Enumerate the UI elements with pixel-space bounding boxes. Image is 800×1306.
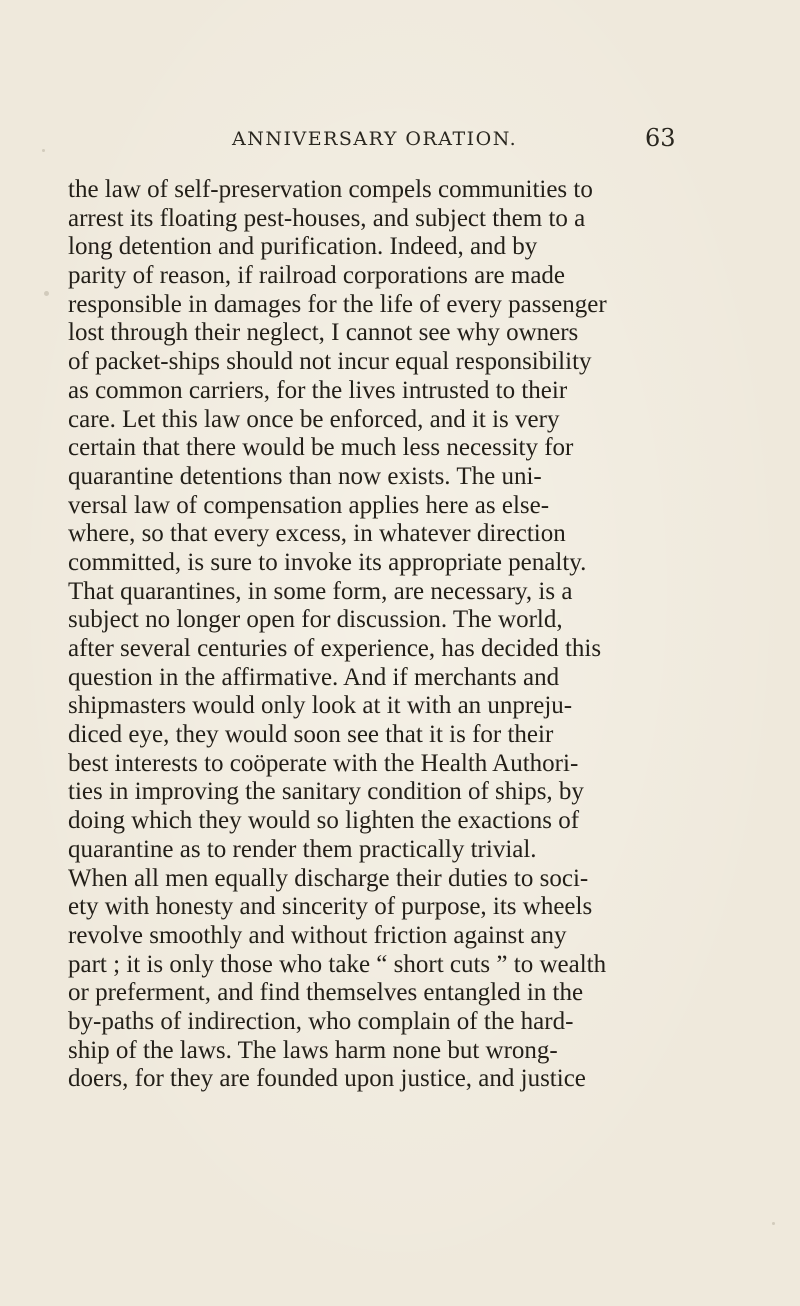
text-line: quarantine detentions than now exists. The uni- [68, 462, 542, 490]
text-line: where, so that every excess, in whatever direction [68, 520, 566, 548]
text-line: by-paths of indirection, who complain of the hard- [68, 1007, 574, 1035]
text-line: responsible in damages for the life of every passenger [68, 290, 607, 318]
text-line: subject no longer open for discussion. The world, [68, 606, 563, 634]
text-line: best interests to coöperate with the Health Authori- [68, 749, 579, 777]
paper-speck [772, 1222, 775, 1225]
text-line: doing which they would so lighten the exactions of [68, 807, 580, 835]
text-line: care. Let this law once be enforced, and it is very [68, 405, 560, 433]
text-line: When all men equally discharge their duties to soci- [68, 864, 589, 892]
paper-speck [42, 149, 45, 152]
text-line: or preferment, and find themselves entangled in the [68, 979, 584, 1007]
page-number: 63 [645, 124, 676, 152]
text-line: long detention and purification. Indeed, and by [68, 233, 538, 261]
text-line: arrest its floating pest-houses, and subject them to a [68, 204, 586, 232]
text-line: shipmasters would only look at it with an unpreju- [68, 692, 573, 720]
text-line: ety with honesty and sincerity of purpose, its wheels [68, 893, 593, 921]
text-line: part ; it is only those who take “ short cuts ” to wealth [68, 950, 607, 978]
text-line: quarantine as to render them practically trivial. [68, 835, 537, 863]
text-line: lost through their neglect, I cannot see why owners [68, 319, 579, 347]
text-line: after several centuries of experience, has decided this [68, 635, 602, 662]
body-text [68, 176, 686, 1094]
paper-speck [44, 291, 49, 296]
text-line: committed, is sure to invoke its appropriate penalty. [68, 548, 587, 576]
text-line: as common carriers, for the lives intrusted to their [68, 376, 568, 404]
text-line: doers, for they are founded upon justice, and justice [68, 1065, 586, 1093]
running-head: ANNIVERSARY ORATION. [232, 128, 518, 150]
text-line: diced eye, they would soon see that it is for their [68, 721, 554, 749]
text-line: revolve smoothly and without friction against any [68, 921, 567, 949]
text-line: ties in improving the sanitary condition of ships, by [68, 778, 584, 806]
page-header [0, 124, 800, 158]
text-line: the law of self-preservation compels communities to [68, 176, 593, 203]
text-line: versal law of compensation applies here as else- [68, 491, 550, 519]
text-line: That quarantines, in some form, are necessary, is a [68, 577, 573, 605]
text-line: parity of reason, if railroad corporations are made [68, 262, 566, 290]
text-line: of packet-ships should not incur equal responsibility [68, 348, 592, 376]
text-line: certain that there would be much less necessity for [68, 434, 574, 462]
text-line: question in the affirmative. And if merchants and [68, 663, 560, 691]
text-line: ship of the laws. The laws harm none but wrong- [68, 1036, 558, 1064]
